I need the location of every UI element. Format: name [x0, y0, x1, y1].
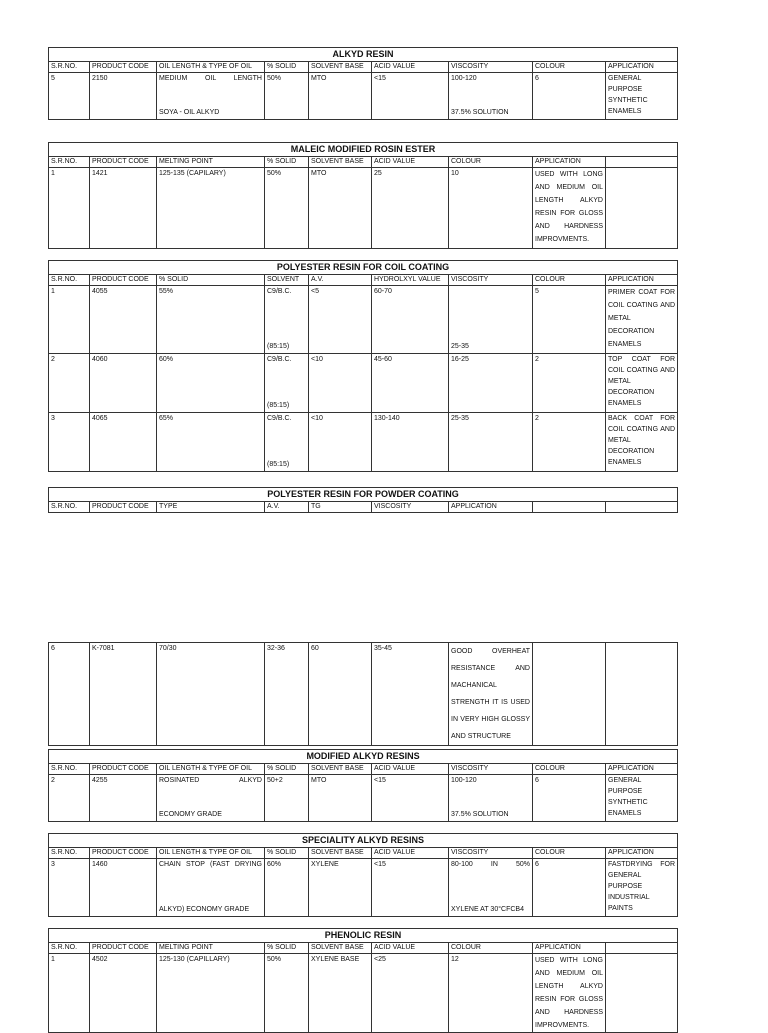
application-cell: PRIMER COAT FOR COIL COATING AND METAL DECORATION ENAMELS	[606, 286, 678, 354]
viscosity-cell: 35-45	[372, 643, 449, 746]
phenolic-resin-table	[48, 928, 678, 1033]
solvent-cell: MTO	[309, 73, 372, 120]
application-cell: GOOD OVERHEAT RESISTANCE AND MACHANICAL STRENGTH IT IS USED IN VERY HIGH GLOSSY AND STRUCTURE	[449, 643, 533, 746]
column-header: MELTING POINT	[157, 943, 265, 954]
column-header: APPLICATION	[606, 62, 678, 73]
column-header: VISCOSITY	[449, 848, 533, 859]
column-header: PRODUCT CODE	[90, 943, 157, 954]
application-cell: GENERAL PURPOSE SYNTHETIC ENAMELS	[606, 775, 678, 822]
column-header: % SOLID	[265, 62, 309, 73]
solvent-cell: XYLENE BASE	[309, 954, 372, 1033]
column-header	[606, 502, 678, 513]
modified-alkyd-table	[48, 749, 678, 822]
column-header: COLOUR	[533, 848, 606, 859]
column-header: VISCOSITY	[372, 502, 449, 513]
srno-cell: 6	[49, 643, 90, 746]
column-header: APPLICATION	[606, 275, 678, 286]
column-header: ACID VALUE	[372, 157, 449, 168]
colour-cell: 2	[533, 413, 606, 472]
viscosity-cell: 100-120 37.5% SOLUTION	[449, 73, 533, 120]
column-header: COLOUR	[533, 275, 606, 286]
section-title: ALKYD RESIN	[49, 48, 678, 62]
table-row	[49, 73, 678, 120]
empty-cell	[606, 168, 678, 249]
section-title: POLYESTER RESIN FOR COIL COATING	[49, 261, 678, 275]
table-row	[49, 413, 678, 472]
column-header: S.R.NO.	[49, 62, 90, 73]
column-header: COLOUR	[449, 157, 533, 168]
column-header: % SOLID	[265, 848, 309, 859]
column-header: % SOLID	[265, 943, 309, 954]
hydroxyl-cell: 60-70	[372, 286, 449, 354]
column-header: PRODUCT CODE	[90, 157, 157, 168]
oil-cell: CHAIN STOP (FAST DRYING ALKYD) ECONOMY GRADE	[157, 859, 265, 917]
srno-cell: 1	[49, 286, 90, 354]
srno-cell: 1	[49, 954, 90, 1033]
av-cell: <10	[309, 413, 372, 472]
solid-cell: 60%	[157, 354, 265, 413]
acid-cell: <15	[372, 859, 449, 917]
viscosity-cell: 25-35	[449, 413, 533, 472]
column-header: PRODUCT CODE	[90, 275, 157, 286]
product-code-cell: 2150	[90, 73, 157, 120]
application-cell: BACK COAT FOR COIL COATING AND METAL DECORATION ENAMELS	[606, 413, 678, 472]
column-header: APPLICATION	[533, 943, 606, 954]
column-header: PRODUCT CODE	[90, 848, 157, 859]
srno-cell: 5	[49, 73, 90, 120]
melting-point-cell: 125-130 (CAPILLARY)	[157, 954, 265, 1033]
colour-cell: 6	[533, 775, 606, 822]
viscosity-cell: 100-120 37.5% SOLUTION	[449, 775, 533, 822]
type-cell: 70/30	[157, 643, 265, 746]
table-row	[49, 168, 678, 249]
product-code-cell: 4255	[90, 775, 157, 822]
srno-cell: 2	[49, 354, 90, 413]
speciality-alkyd-table	[48, 833, 678, 917]
melting-point-cell: 125-135 (CAPILARY)	[157, 168, 265, 249]
empty-cell	[533, 643, 606, 746]
solid-cell: 55%	[157, 286, 265, 354]
empty-cell	[606, 954, 678, 1033]
column-header: VISCOSITY	[449, 764, 533, 775]
viscosity-cell: 80-100 IN 50% XYLENE AT 30°CFCB4	[449, 859, 533, 917]
column-header: MELTING POINT	[157, 157, 265, 168]
column-header: S.R.NO.	[49, 943, 90, 954]
solid-cell: 50%	[265, 73, 309, 120]
empty-cell	[606, 643, 678, 746]
product-code-cell: 4060	[90, 354, 157, 413]
product-code-cell: 1460	[90, 859, 157, 917]
acid-cell: <15	[372, 73, 449, 120]
application-cell: TOP COAT FOR COIL COATING AND METAL DECORATION ENAMELS	[606, 354, 678, 413]
av-cell: <5	[309, 286, 372, 354]
oil-cell: MEDIUM OIL LENGTH SOYA - OIL ALKYD	[157, 73, 265, 120]
solvent-cell: C9/B.C. (85:15)	[265, 413, 309, 472]
table-row	[49, 643, 678, 746]
application-cell: GENERAL PURPOSE SYNTHETIC ENAMELS	[606, 73, 678, 120]
column-header: % SOLID	[157, 275, 265, 286]
column-header: ACID VALUE	[372, 62, 449, 73]
alkyd-resin-table	[48, 47, 678, 120]
product-code-cell: 4065	[90, 413, 157, 472]
coil-coating-table	[48, 260, 678, 472]
column-header: S.R.NO.	[49, 157, 90, 168]
av-cell: <10	[309, 354, 372, 413]
column-header	[533, 502, 606, 513]
column-header: ACID VALUE	[372, 764, 449, 775]
acid-cell: <15	[372, 775, 449, 822]
colour-cell: 12	[449, 954, 533, 1033]
column-header: PRODUCT CODE	[90, 502, 157, 513]
column-header: S.R.NO.	[49, 275, 90, 286]
column-header: TYPE	[157, 502, 265, 513]
solvent-cell: XYLENE	[309, 859, 372, 917]
acid-cell: <25	[372, 954, 449, 1033]
solid-cell: 50+2	[265, 775, 309, 822]
hydroxyl-cell: 45-60	[372, 354, 449, 413]
column-header: PRODUCT CODE	[90, 764, 157, 775]
column-header: HYDROLXYL VALUE	[372, 275, 449, 286]
column-header: S.R.NO.	[49, 764, 90, 775]
column-header: SOLVENT BASE	[309, 848, 372, 859]
column-header: A.V.	[265, 502, 309, 513]
srno-cell: 3	[49, 859, 90, 917]
column-header: TG	[309, 502, 372, 513]
table-row	[49, 354, 678, 413]
table-row	[49, 286, 678, 354]
column-header: ACID VALUE	[372, 943, 449, 954]
application-cell: USED WITH LONG AND MEDIUM OIL LENGTH ALKYD RESIN FOR GLOSS AND HARDNESS IMPROVMENTS.	[533, 954, 606, 1033]
section-title: POLYESTER RESIN FOR POWDER COATING	[49, 488, 678, 502]
column-header: APPLICATION	[533, 157, 606, 168]
product-code-cell: 4502	[90, 954, 157, 1033]
column-header: SOLVENT	[265, 275, 309, 286]
solvent-cell: MTO	[309, 168, 372, 249]
column-header: % SOLID	[265, 157, 309, 168]
oil-cell: ROSINATED ALKYD ECONOMY GRADE	[157, 775, 265, 822]
column-header: S.R.NO.	[49, 502, 90, 513]
section-title: SPECIALITY ALKYD RESINS	[49, 834, 678, 848]
column-header: SOLVENT BASE	[309, 157, 372, 168]
solid-cell: 50%	[265, 168, 309, 249]
column-header: COLOUR	[533, 764, 606, 775]
column-header: PRODUCT CODE	[90, 62, 157, 73]
column-header: ACID VALUE	[372, 848, 449, 859]
powder-coating-row-table	[48, 642, 678, 746]
column-header: COLOUR	[449, 943, 533, 954]
column-header: VISCOSITY	[449, 275, 533, 286]
colour-cell: 6	[533, 859, 606, 917]
column-header: OIL LENGTH & TYPE OF OIL	[157, 764, 265, 775]
table-row	[49, 775, 678, 822]
product-code-cell: K-7081	[90, 643, 157, 746]
column-header: COLOUR	[533, 62, 606, 73]
solid-cell: 65%	[157, 413, 265, 472]
colour-cell: 10	[449, 168, 533, 249]
table-row	[49, 954, 678, 1033]
section-title: MODIFIED ALKYD RESINS	[49, 750, 678, 764]
application-cell: FASTDRYING FOR GENERAL PURPOSE INDUSTRIAL PAINTS	[606, 859, 678, 917]
column-header: A.V.	[309, 275, 372, 286]
viscosity-cell: 16-25	[449, 354, 533, 413]
column-header: VISCOSITY	[449, 62, 533, 73]
viscosity-cell: 25-35	[449, 286, 533, 354]
column-header	[606, 943, 678, 954]
column-header: % SOLID	[265, 764, 309, 775]
solid-cell: 50%	[265, 954, 309, 1033]
solvent-cell: MTO	[309, 775, 372, 822]
column-header: APPLICATION	[606, 764, 678, 775]
column-header: APPLICATION	[449, 502, 533, 513]
section-title: MALEIC MODIFIED ROSIN ESTER	[49, 143, 678, 157]
product-code-cell: 4055	[90, 286, 157, 354]
product-code-cell: 1421	[90, 168, 157, 249]
column-header	[606, 157, 678, 168]
hydroxyl-cell: 130-140	[372, 413, 449, 472]
column-header: OIL LENGTH & TYPE OF OIL	[157, 848, 265, 859]
column-header: SOLVENT BASE	[309, 764, 372, 775]
colour-cell: 5	[533, 286, 606, 354]
colour-cell: 6	[533, 73, 606, 120]
av-cell: 32-36	[265, 643, 309, 746]
solvent-cell: C9/B.C. (85:15)	[265, 286, 309, 354]
table-row	[49, 859, 678, 917]
section-title: PHENOLIC RESIN	[49, 929, 678, 943]
tg-cell: 60	[309, 643, 372, 746]
column-header: SOLVENT BASE	[309, 943, 372, 954]
srno-cell: 1	[49, 168, 90, 249]
column-header: SOLVENT BASE	[309, 62, 372, 73]
srno-cell: 2	[49, 775, 90, 822]
powder-coating-table	[48, 487, 678, 513]
acid-cell: 25	[372, 168, 449, 249]
column-header: S.R.NO.	[49, 848, 90, 859]
srno-cell: 3	[49, 413, 90, 472]
solvent-cell: C9/B.C. (85:15)	[265, 354, 309, 413]
application-cell: USED WITH LONG AND MEDIUM OIL LENGTH ALKYD RESIN FOR GLOSS AND HARDNESS IMPROVMENTS.	[533, 168, 606, 249]
column-header: OIL LENGTH & TYPE OF OIL	[157, 62, 265, 73]
column-header: APPLICATION	[606, 848, 678, 859]
colour-cell: 2	[533, 354, 606, 413]
maleic-rosin-table	[48, 142, 678, 249]
solid-cell: 60%	[265, 859, 309, 917]
